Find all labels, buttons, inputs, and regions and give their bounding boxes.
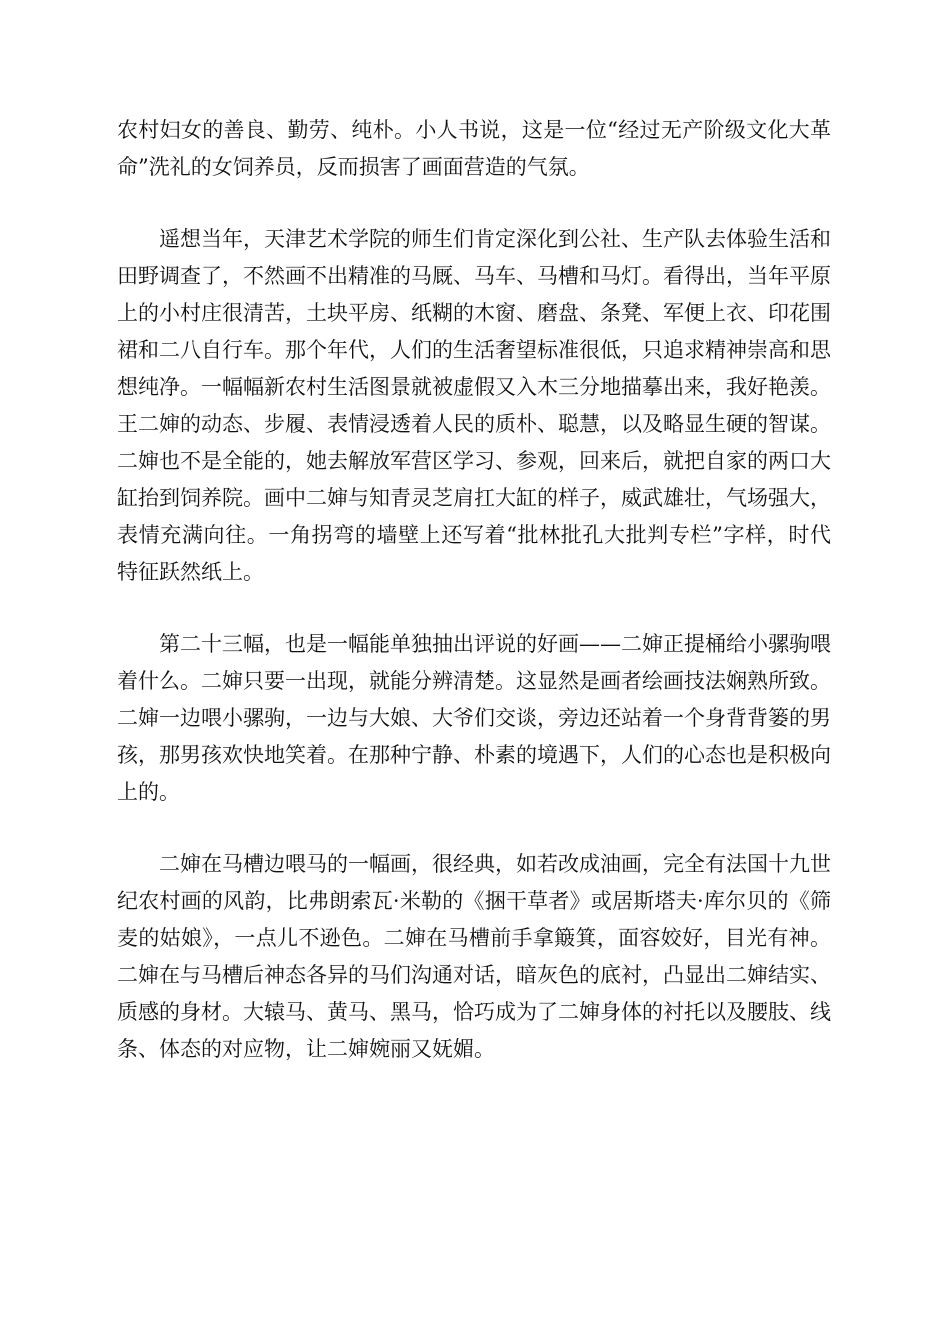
document-page [117, 112, 831, 1103]
paragraph-4: 二婶在马槽边喂马的一幅画，很经典，如若改成油画，完全有法国十九世纪农村画的风韵，比弗朗索瓦·米勒的《捆干草者》或居斯塔夫·库尔贝的《筛麦的姑娘》，一点儿不逊色。二婶在马槽前手拿簸箕，面容姣好，目光有神。二婶在与马槽后神态各异的马们沟通对话，暗灰色的底衬，凸显出二婶结实、质感的身材。大辕马、黄马、黑马，恰巧成为了二婶身体的衬托以及腰肢、线条、体态的对应物，让二婶婉丽又妩媚。 [117, 852, 831, 1061]
paragraph-3: 第二十三幅，也是一幅能单独抽出评说的好画——二婶正提桶给小骡驹喂着什么。二婶只要一出现，就能分辨清楚。这显然是画者绘画技法娴熟所致。二婶一边喂小骡驹，一边与大娘、大爷们交谈，旁边还站着一个身背背篓的男孩，那男孩欢快地笑着。在那种宁静、朴素的境遇下，人们的心态也是积极向上的。 [117, 632, 831, 804]
paragraph-1: 农村妇女的善良、勤劳、纯朴。小人书说，这是一位“经过无产阶级文化大革命”洗礼的女饲养员，反而损害了画面营造的气氛。 [117, 118, 831, 179]
paragraph-2: 遥想当年，天津艺术学院的师生们肯定深化到公社、生产队去体验生活和田野调查了，不然画不出精准的马厩、马车、马槽和马灯。看得出，当年平原上的小村庄很清苦，土块平房、纸糊的木窗、磨盘、条凳、军便上衣、印花围裙和二八自行车。那个年代，人们的生活奢望标准很低，只追求精神崇高和思想纯净。一幅幅新农村生活图景就被虚假又入木三分地描摹出来，我好艳羡。王二婶的动态、步履、表情浸透着人民的质朴、聪慧，以及略显生硬的智谋。二婶也不是全能的，她去解放军营区学习、参观，回来后，就把自家的两口大缸抬到饲养院。画中二婶与知青灵芝肩扛大缸的样子，威武雄壮，气场强大，表情充满向往。一角拐弯的墙壁上还写着“批林批孔大批判专栏”字样，时代特征跃然纸上。 [117, 227, 831, 584]
